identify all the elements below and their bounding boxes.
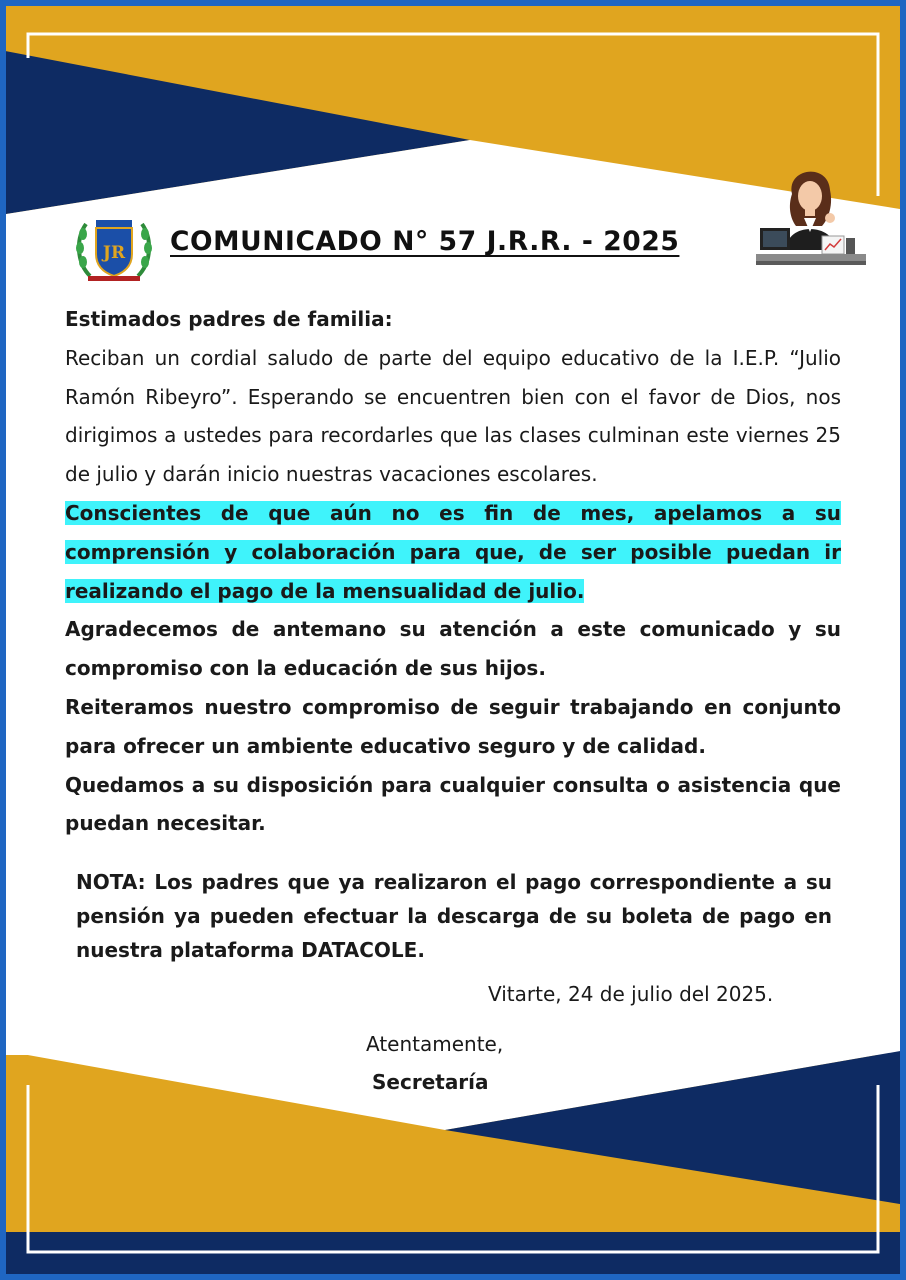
highlighted-payment-request: Conscientes de que aún no es fin de mes, apelamos a su comprensión y colaboración para que, de ser posible puedan ir realizando el pago de la mensualidad de julio.	[65, 500, 841, 603]
bottom-navy-strip	[0, 1232, 906, 1280]
note-text: NOTA: Los padres que ya realizaron el pago correspondiente a su pensión ya pueden efectuar la descarga de su boleta de pago en nuestra plataforma DATACOLE.	[76, 870, 832, 962]
school-logo-icon	[74, 216, 154, 282]
letter-date: Vitarte, 24 de julio del 2025.	[488, 982, 774, 1006]
paragraph-thanks: Agradecemos de antemano su atención a este comunicado y su compromiso con la educación de sus hijos.	[65, 617, 841, 681]
signature: Secretaría	[372, 1070, 489, 1094]
paragraph-availability: Quedamos a su disposición para cualquier consulta o asistencia que puedan necesitar.	[65, 772, 841, 836]
page-title: COMUNICADO N° 57 J.R.R. - 2025	[170, 226, 680, 257]
greeting: Estimados padres de familia:	[65, 307, 393, 331]
letter-body	[65, 300, 841, 843]
note-block	[76, 865, 832, 967]
paragraph-intro: Reciban un cordial saludo de parte del equipo educativo de la I.E.P. “Julio Ramón Ribeyro”. Esperando se encuentren bien con el favor de Dios, nos dirigimos a ustedes para recordarles que las clases culminan este viernes 25 de julio y darán inicio nuestras vacaciones escolares.	[65, 345, 841, 487]
closing-text: Atentamente,	[366, 1032, 504, 1056]
paragraph-commitment: Reiteramos nuestro compromiso de seguir trabajando en conjunto para ofrecer un ambiente educativo seguro y de calidad.	[65, 694, 841, 758]
secretary-illustration-icon	[756, 160, 866, 275]
logo-text: JR	[102, 243, 126, 263]
